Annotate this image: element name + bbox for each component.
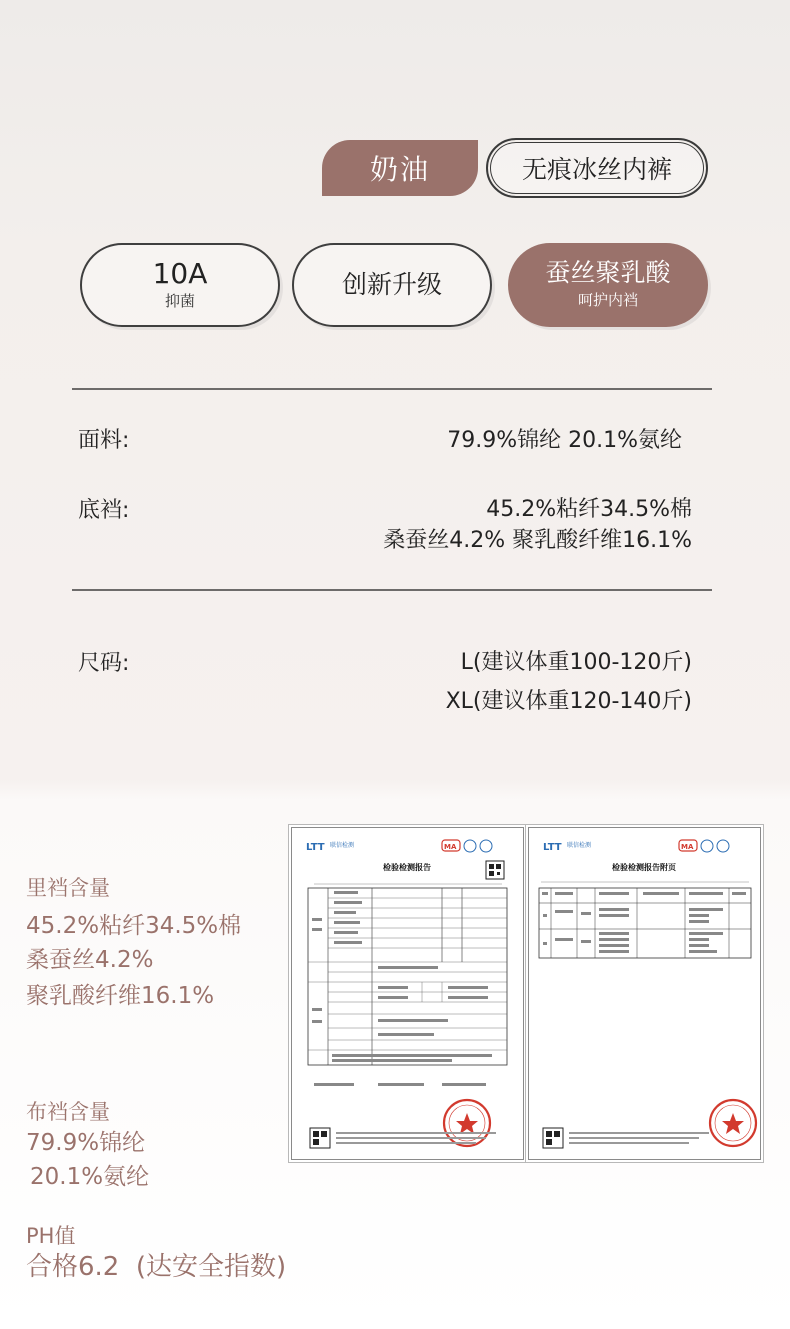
fabric-value: 79.9%锦纶 20.1%氨纶 <box>447 428 682 453</box>
svg-text:LTT: LTT <box>306 842 325 853</box>
feature-silk-pla-main: 蚕丝聚乳酸 <box>545 258 671 288</box>
report-title: 检验检测报告 <box>383 863 431 872</box>
divider <box>72 388 712 390</box>
ph-title: PH值 <box>26 1224 76 1248</box>
test-report-image <box>291 827 524 1160</box>
feature-antibacterial <box>80 243 280 327</box>
crotch-value-line1: 45.2%粘纤34.5%棉 <box>486 497 692 522</box>
cloth-line-2: 20.1%氨纶 <box>30 1164 150 1190</box>
report-appendix-title: 检验检测报告附页 <box>612 863 676 872</box>
cloth-line-1: 79.9%锦纶 <box>26 1130 146 1156</box>
ph-value: 合格6.2 (达安全指数) <box>26 1252 287 1282</box>
svg-text:LTT: LTT <box>543 842 562 853</box>
size-xl: XL(建议体重120-140斤) <box>445 689 692 714</box>
divider <box>72 589 712 591</box>
size-l: L(建议体重100-120斤) <box>460 650 692 675</box>
cloth-title: 布裆含量 <box>26 1100 110 1124</box>
feature-silk-pla <box>508 243 708 327</box>
feature-antibacterial-main: 10A <box>152 256 208 290</box>
svg-text:MA: MA <box>444 843 457 851</box>
feature-antibacterial-sub: 抑菌 <box>164 292 195 311</box>
feature-silk-pla-sub: 呵护内裆 <box>577 290 638 309</box>
product-name-tag: 无痕冰丝内裤 <box>486 138 708 198</box>
fabric-label: 面料: <box>78 428 130 453</box>
color-tag: 奶油 <box>322 140 478 196</box>
lining-line-3: 聚乳酸纤维16.1% <box>26 983 215 1009</box>
lab-logo-text: 联信检测 <box>567 842 592 849</box>
feature-upgrade <box>292 243 492 327</box>
lining-line-2: 桑蚕丝4.2% <box>26 947 154 973</box>
lab-logo-text: 联信检测 <box>330 842 355 849</box>
feature-upgrade-main: 创新升级 <box>341 269 442 299</box>
lining-line-1: 45.2%粘纤34.5%棉 <box>26 913 242 939</box>
lining-title: 里裆含量 <box>26 876 110 900</box>
svg-text:MA: MA <box>681 843 694 851</box>
crotch-label: 底裆: <box>78 498 130 523</box>
test-report-appendix-image <box>528 827 761 1160</box>
size-label: 尺码: <box>78 651 130 676</box>
crotch-value-line2: 桑蚕丝4.2% 聚乳酸纤维16.1% <box>383 528 692 553</box>
